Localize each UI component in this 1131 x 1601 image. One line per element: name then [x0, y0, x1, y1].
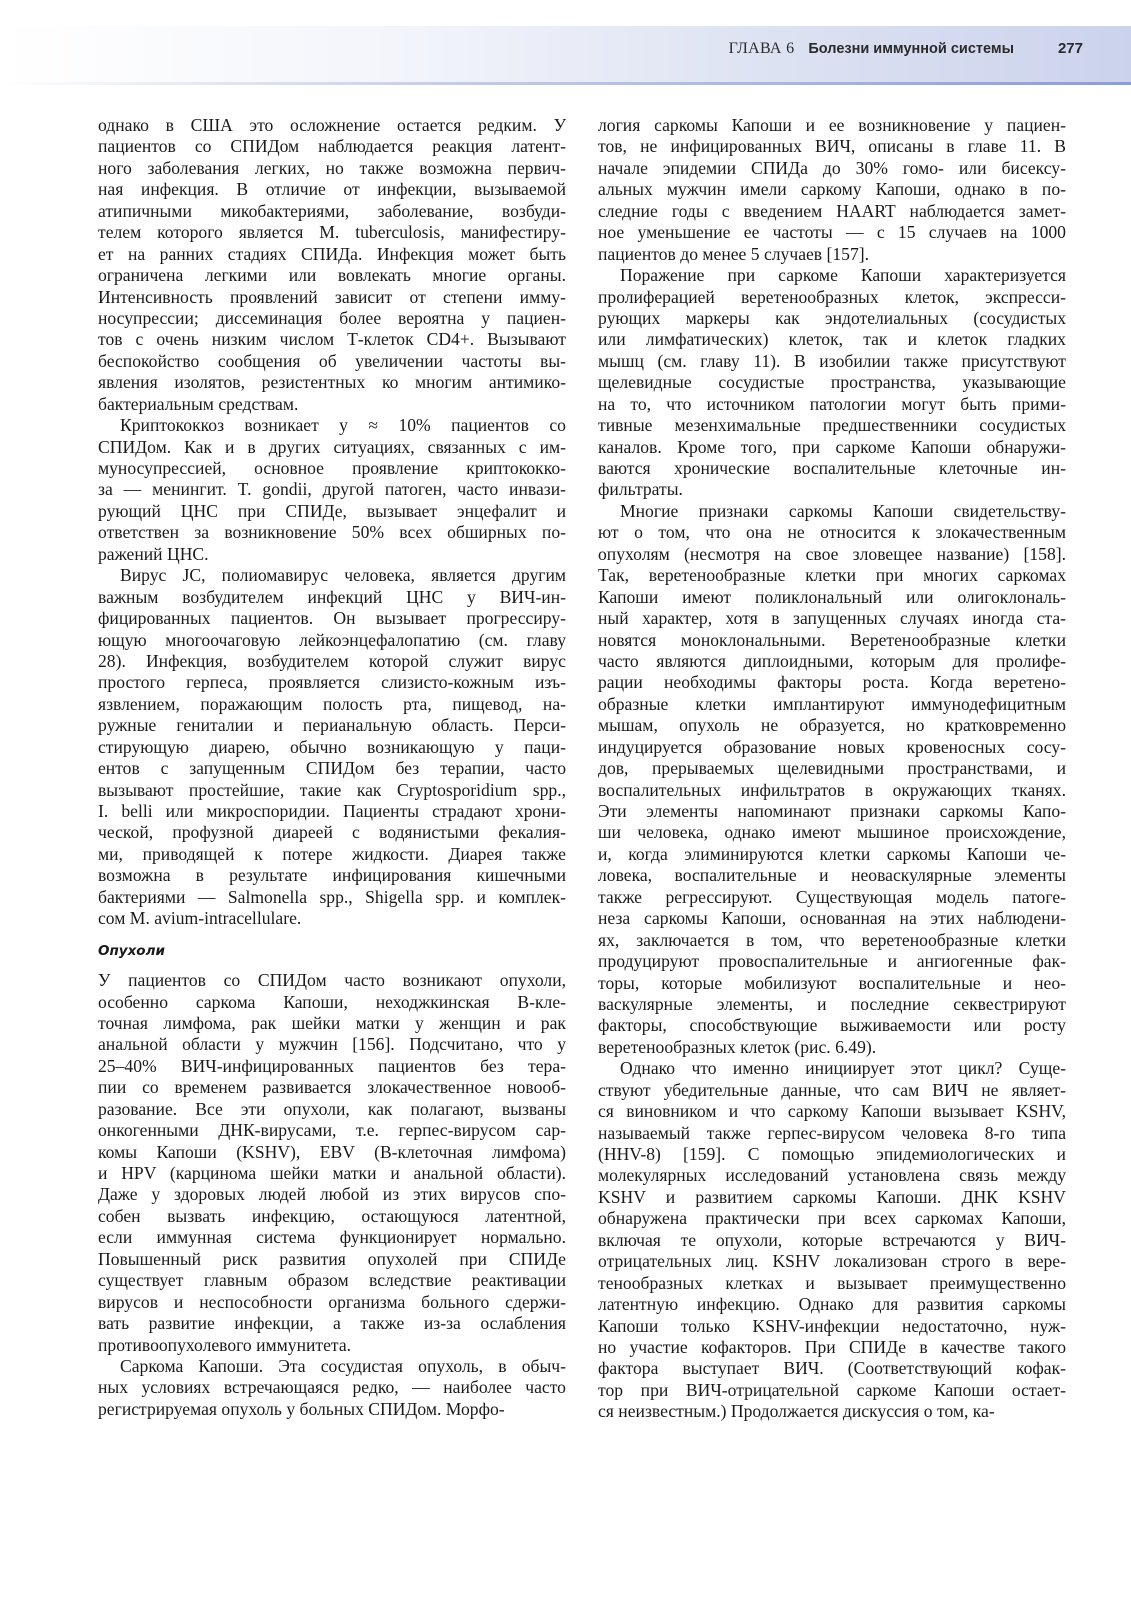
chapter-label: ГЛАВА 6	[728, 40, 795, 57]
text-line: за — менингит. T. gondii, другой патоген, часто инвази-	[98, 479, 566, 500]
text-line: дов, прерываемых щелевидными пространствами, и	[598, 758, 1066, 779]
text-line: собен вызвать инфекцию, остающуюся латентной,	[98, 1205, 567, 1226]
text-line: ваются хронические воспалительные клеточные ин-	[598, 458, 1067, 478]
text-line: ловека, воспалительные и неоваскулярные элементы	[598, 865, 1066, 886]
text-line: тов, не инфицированных ВИЧ, описаны в главе 11. В	[598, 136, 1066, 157]
right-column	[598, 115, 1066, 1423]
text-line: тов с очень низким числом Т-клеток CD4+. Вызывают	[98, 329, 566, 350]
text-line: ях, заключается в том, что веретенообразные клетки	[598, 929, 1067, 950]
text-line: Многие признаки саркомы Капоши свидетельству-	[620, 500, 1066, 521]
text-line: молекулярных исследований установлена связь между	[598, 1165, 1066, 1186]
text-line: веретенообразных клеток (рис. 6.49).	[598, 1036, 877, 1057]
text-line: ентов с запущенным СПИДом без терапии, часто	[98, 758, 566, 779]
text-line: ная инфекция. В отличие от инфекции, вызываемой	[98, 179, 566, 200]
text-line: бактериальным средствам.	[98, 393, 299, 414]
text-line: ющую многоочаговую лейкоэнцефалопатию (см. главу	[98, 629, 567, 650]
text-line: ограничена легкими или вовлекать многие органы.	[98, 265, 566, 286]
text-line: пациентов до менее 5 случаев [157].	[598, 243, 870, 264]
header-rule	[0, 82, 1131, 85]
text-line: язвлением, поражающим полость рта, пищевод, на-	[98, 693, 566, 714]
text-line: точная лимфома, рак шейки матки у женщин и рак	[98, 1012, 566, 1033]
text-line: ответствен за возникновение 50% всех обширных по-	[98, 522, 566, 543]
text-line: продуцируют провоспалительные и ангиогенные фак-	[598, 951, 1066, 972]
text-line: ют о том, что она не относится к злокачественным	[598, 522, 1066, 543]
text-line: KSHV и развитием саркомы Капоши. ДНК KSHV	[598, 1186, 1066, 1207]
text-line: тор при ВИЧ-отрицательной саркоме Капоши остает-	[598, 1379, 1066, 1400]
text-line: начале эпидемии СПИДа до 30% гомо- или бисексу-	[598, 157, 1067, 178]
text-line: рации необходимы факторы роста. Когда веретено-	[598, 672, 1066, 693]
text-line: 25–40% ВИЧ-инфицированных пациентов без тера-	[98, 1055, 566, 1076]
text-line: беспокойство сообщения об увеличении частоты вы-	[98, 350, 567, 371]
text-line: ми, приводящей к потере жидкости. Диарея также	[98, 843, 566, 864]
text-line: муносупрессией, основное проявление криптококко-	[98, 458, 567, 478]
text-line: противоопухолевого иммунитета.	[98, 1334, 352, 1355]
text-line: торы, которые мобилизуют воспалительные и нео-	[598, 972, 1066, 993]
text-line: онкогенными ДНК-вирусами, т.е. герпес-вирусом сар-	[98, 1120, 567, 1141]
text-line: Вирус JC, полиомавирус человека, является другим	[120, 565, 567, 586]
text-line: ет на ранних стадиях СПИДа. Инфекция может быть	[98, 243, 566, 264]
text-line: особенно саркома Капоши, неходжкинская В-кле-	[98, 991, 567, 1012]
text-line: стирующую диарею, обычно возникающую у паци-	[98, 736, 567, 757]
text-line: Интенсивность проявлений зависит от степени имму-	[98, 286, 567, 307]
text-line: Однако что именно инициирует этот цикл? Суще-	[620, 1058, 1066, 1079]
text-line: ных условиях встречающаяся редко, — наиболее часто	[98, 1377, 566, 1398]
text-line: разование. Все эти опухоли, как полагают, вызваны	[98, 1098, 567, 1119]
text-line: Повышенный риск развития опухолей при СПИДе	[98, 1248, 566, 1269]
text-line: отрицательных лиц. KSHV локализован строго в вере-	[598, 1251, 1066, 1272]
text-line: комы Капоши (KSHV), EBV (В-клеточная лимфома)	[98, 1141, 566, 1162]
text-line: Капоши имеют поликлональный или олигоклональ-	[598, 586, 1066, 607]
text-line: образные клетки имплантируют иммунодефицитным	[598, 693, 1067, 714]
text-line: фактора выступает ВИЧ. (Соответствующий кофак-	[598, 1358, 1066, 1379]
text-line: новятся моноклональными. Веретенообразные клетки	[598, 629, 1067, 650]
text-line: пациентов со СПИДом наблюдается реакция латент-	[98, 136, 566, 157]
text-line: тенообразных клетках и вызывает преимущественно	[598, 1272, 1066, 1293]
chapter-title: Болезни иммунной системы	[808, 41, 1014, 57]
text-line: атипичными микобактериями, заболевание, возбуди-	[98, 200, 567, 221]
text-line: если иммунная система функционирует нормально.	[98, 1227, 566, 1248]
text-line: У пациентов со СПИДом часто возникают опухоли,	[98, 970, 567, 991]
text-line: простого герпеса, проявляется слизисто-кожным изъ-	[98, 672, 566, 693]
text-line: но участие кофакторов. При СПИДе в качестве такого	[598, 1336, 1066, 1357]
text-line: индуцируется образование новых кровеносных сосу-	[598, 736, 1066, 757]
text-line: неза саркомы Капоши, основанная на этих наблюдени-	[598, 908, 1066, 929]
text-line: носупрессии; диссеминация более вероятна у пациен-	[98, 307, 566, 328]
text-line: мышам, опухоль не образуется, но кратковременно	[598, 715, 1067, 736]
text-line: СПИДом. Как и в других ситуациях, связанных с им-	[98, 436, 567, 457]
text-line: явления изолятов, резистентных ко многим антимико-	[98, 372, 567, 393]
text-line: обнаружена практически при всех саркомах Капоши,	[598, 1208, 1067, 1229]
section-heading: Опухоли	[98, 942, 165, 959]
text-line: тивные мезенхимальные предшественники сосудистых	[598, 415, 1066, 436]
text-line: щелевидные сосудистые пространства, указывающие	[598, 372, 1066, 393]
text-line: латентную инфекцию. Однако для развития саркомы	[598, 1294, 1066, 1315]
text-line: на то, что источником патологии могут быть прими-	[598, 393, 1066, 414]
text-line: ствуют убедительные данные, что сам ВИЧ не являет-	[598, 1079, 1066, 1100]
text-line: Так, веретенообразные клетки при многих саркомах	[598, 565, 1066, 586]
text-line: факторы, способствующие выживаемости или росту	[598, 1015, 1066, 1036]
page-number: 277	[1057, 40, 1083, 57]
text-line: 28). Инфекция, возбудителем которой служит вирус	[98, 650, 566, 671]
text-line: Капоши только KSHV-инфекции недостаточно, нуж-	[598, 1315, 1067, 1336]
text-line: называемый также герпес-вирусом человека 8-го типа	[598, 1122, 1066, 1143]
text-line: Даже у здоровых людей любой из этих вирусов спо-	[98, 1184, 567, 1205]
text-line: ружные гениталии и перианальную область. Перси-	[98, 715, 566, 736]
text-line: ный характер, хотя в запущенных случаях иногда ста-	[598, 608, 1066, 629]
text-line: анальной области у мужчин [156]. Подсчитано, что у	[98, 1034, 566, 1055]
text-line: Поражение при саркоме Капоши характеризуется	[620, 265, 1066, 286]
text-line: или лимфатических) клеток, так и клеток гладких	[598, 329, 1066, 350]
text-line: Криптококкоз возникает у ≈ 10% пациентов со	[120, 415, 566, 436]
text-line: ное уменьшение ее частоты — с 15 случаев на 1000	[598, 222, 1066, 243]
text-line: мышц (см. главу 11). В изобилии также присутствуют	[598, 350, 1066, 371]
text-line: важным возбудителем инфекций ЦНС у ВИЧ-ин-	[98, 586, 566, 607]
text-line: ческой, профузной диареей с водянистыми фекалия-	[98, 822, 566, 843]
text-line: однако в США это осложнение остается редким. У	[98, 115, 567, 135]
text-line: существует главным образом вследствие реактивации	[98, 1270, 566, 1291]
text-line: каналов. Кроме того, при саркоме Капоши обнаружи-	[598, 436, 1067, 457]
text-line: ся виновником и что саркому Капоши вызывает KSHV,	[598, 1101, 1067, 1122]
text-line: часто являются диплоидными, которым для пролифе-	[598, 650, 1067, 671]
text-line: рующий ЦНС при СПИДе, вызывает энцефалит и	[98, 500, 567, 521]
text-line: также регрессируют. Существующая модель патоге-	[598, 886, 1066, 907]
text-line: возможна в результате инфицирования кишечными	[98, 865, 567, 886]
text-line: альных мужчин имели саркому Капоши, однако в по-	[598, 179, 1066, 200]
text-line: следние годы с введением HAART наблюдается замет-	[598, 200, 1066, 221]
text-line: фицированных пациентов. Он вызывает прогрессиру-	[98, 608, 566, 629]
text-line: I. belli или микроспоридии. Пациенты страдают хрони-	[98, 801, 566, 821]
text-line: ся неизвестным.) Продолжается дискуссия о том, ка-	[598, 1401, 995, 1422]
text-line: пролиферацией веретенообразных клеток, экспресси-	[598, 286, 1066, 307]
text-line: включая те опухоли, которые встречаются у ВИЧ-	[598, 1229, 1066, 1250]
text-line: и, когда элиминируются клетки саркомы Капоши че-	[598, 843, 1067, 864]
text-line: регистрируемая опухоль у больных СПИДом. Морфо-	[98, 1398, 505, 1419]
text-line: опухолям (несмотря на свое зловещее название) [158].	[598, 543, 1067, 564]
text-line: васкулярные элементы, и последние секвестрируют	[598, 993, 1066, 1014]
text-line: бактериями — Salmonella spp., Shigella spp. и комплек-	[98, 886, 566, 907]
text-line: ражений ЦНС.	[98, 543, 209, 564]
text-line: сом M. avium-intracellulare.	[98, 908, 302, 929]
text-line: Эти элементы напоминают признаки саркомы Капо-	[598, 801, 1067, 821]
text-line: вызывают простейшие, такие как Cryptosporidium spp.,	[98, 779, 567, 800]
text-line: ного заболевания легких, но также возможна первич-	[98, 157, 567, 178]
text-line: вать развитие инфекции, а также из-за ослабления	[98, 1313, 566, 1334]
text-line: пии со временем развивается злокачественное новооб-	[98, 1077, 567, 1098]
text-line: Саркома Капоши. Эта сосудистая опухоль, в обыч-	[120, 1355, 566, 1376]
text-line: рующих маркеры как эндотелиальных (сосудистых	[598, 307, 1066, 328]
text-line: (HHV-8) [159]. С помощью эпидемиологических и	[598, 1144, 1066, 1164]
text-line: и HPV (карцинома шейки матки и анальной области).	[98, 1163, 567, 1183]
running-head	[729, 40, 1083, 58]
text-line: телем которого является M. tuberculosis, манифестиру-	[98, 222, 567, 243]
text-line: вирусов и неспособности организма больного сдержи-	[98, 1291, 566, 1312]
text-line: ши человека, однако имеют мышиное происхождение,	[598, 822, 1067, 843]
text-line: воспалительных инфильтратов в окружающих тканях.	[598, 779, 1066, 800]
left-column	[98, 115, 566, 1420]
text-line: фильтраты.	[598, 479, 683, 500]
text-line: логия саркомы Капоши и ее возникновение у пациен-	[598, 115, 1066, 135]
